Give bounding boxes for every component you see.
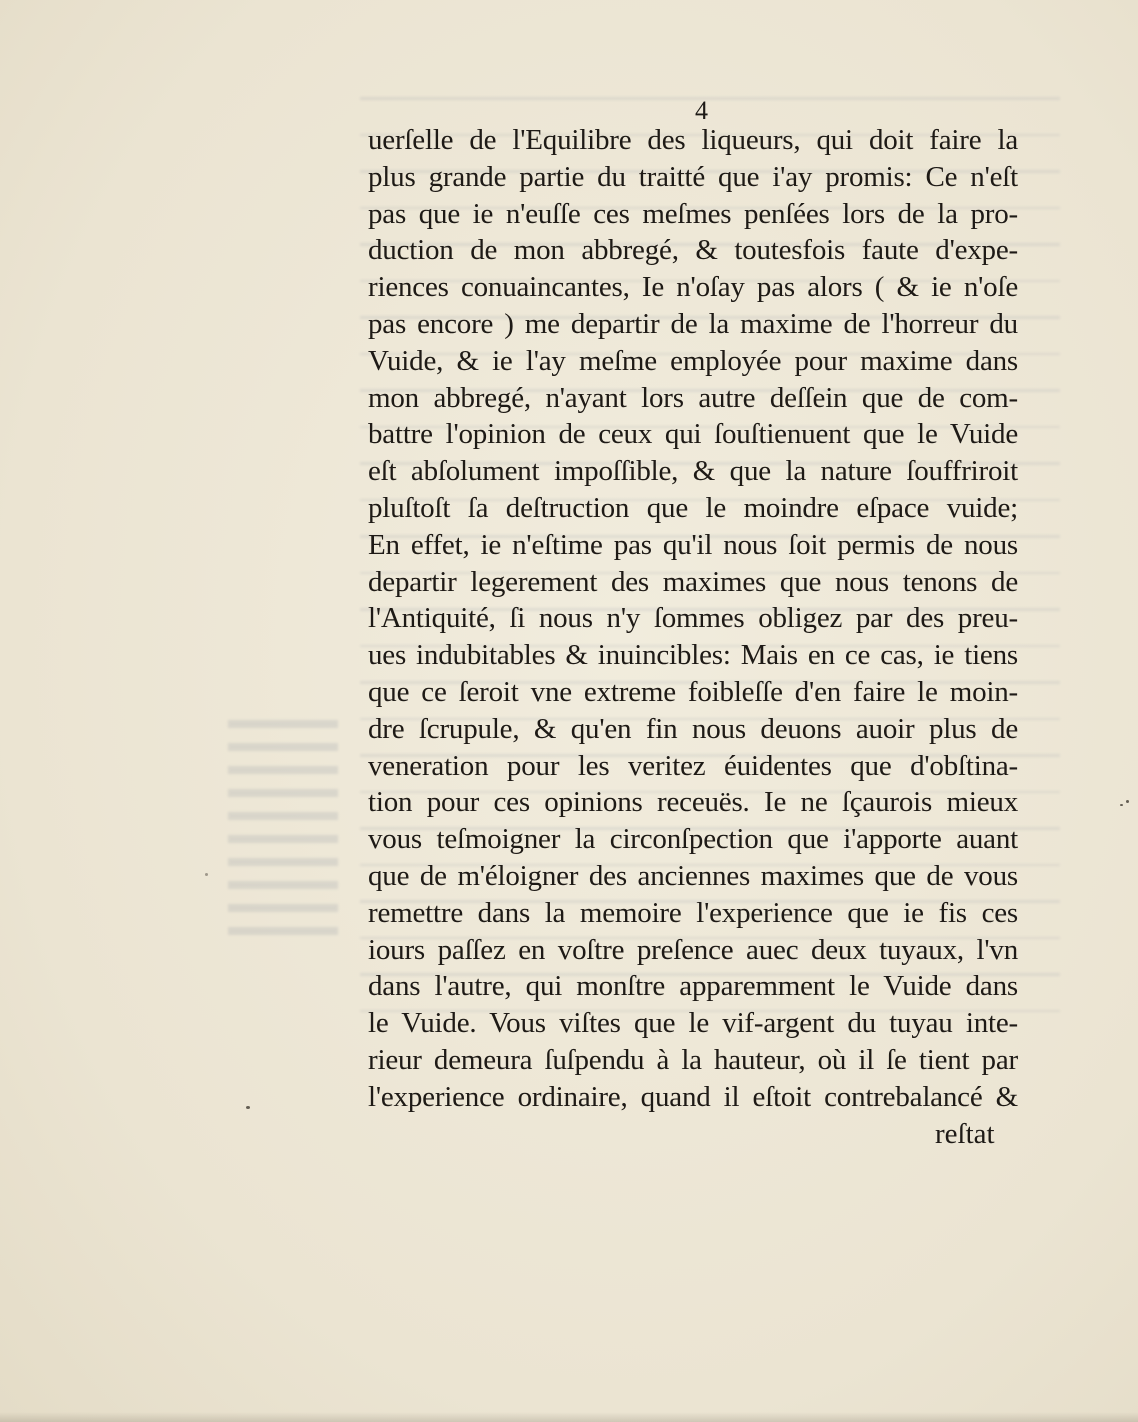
text-line: pas que ie n'euſſe ces meſmes penſées lors de la pro- — [368, 197, 1018, 230]
ink-speck — [1126, 800, 1129, 803]
margin-note-show-through — [228, 720, 338, 960]
text-line: pas encore ) me departir de la maxime de l'horreur du — [368, 307, 1018, 340]
text-line: dans l'autre, qui monſtre apparemment le Vuide dans — [368, 970, 1018, 1003]
text-line: duction de mon abbregé, & toutesfois faute d'expe- — [368, 234, 1018, 267]
text-line: iours paſſez en voſtre preſence auec deux tuyaux, l'vn — [368, 933, 1018, 966]
text-line: mon abbregé, n'ayant lors autre deſſein que de com- — [368, 381, 1018, 414]
page-bottom-edge — [0, 1412, 1138, 1422]
ink-speck — [1120, 804, 1123, 806]
text-line: dre ſcrupule, & qu'en fin nous deuons auoir plus de — [368, 712, 1018, 745]
text-line: l'Antiquité, ſi nous n'y ſommes obligez par des preu- — [368, 602, 1018, 635]
text-line: battre l'opinion de ceux qui ſouſtienuent que le Vuide — [368, 418, 1018, 451]
text-line: uerſelle de l'Equilibre des liqueurs, qui doit faire la — [368, 124, 1018, 156]
text-line: vous teſmoigner la circonſpection que i'apporte auant — [368, 823, 1018, 856]
text-line: ues indubitables & inuincibles: Mais en ce cas, ie tiens — [368, 639, 1018, 672]
ink-speck — [246, 1106, 250, 1109]
text-line: riences conuaincantes, Ie n'oſay pas alors ( & ie n'oſe — [368, 271, 1018, 304]
text-line: l'experience ordinaire, quand il eſtoit contrebalancé & — [368, 1080, 1018, 1113]
text-line: En effet, ie n'eſtime pas qu'il nous ſoit permis de nous — [368, 528, 1018, 561]
text-line: remettre dans la memoire l'experience que ie fis ces — [368, 896, 1018, 929]
text-line: plus grande partie du traitté que i'ay promis: Ce n'eſt — [368, 160, 1018, 193]
text-line: le Vuide. Vous viſtes que le vif-argent du tuyau inte- — [368, 1007, 1018, 1040]
text-line: que de m'éloigner des anciennes maximes que de vous — [368, 859, 1018, 892]
ink-speck — [205, 873, 208, 876]
body-text — [368, 122, 1018, 1116]
text-line: eſt abſolument impoſſible, & que la nature ſouffriroit — [368, 455, 1018, 488]
text-line: tion pour ces opinions receuës. Ie ne ſçaurois mieux — [368, 786, 1018, 819]
page-number: 4 — [695, 96, 708, 125]
text-line: rieur demeura ſuſpendu à la hauteur, où il ſe tient par — [368, 1043, 1018, 1076]
text-line: que ce ſeroit vne extreme foibleſſe d'en faire le moin- — [368, 675, 1018, 708]
catchword: reſtat — [935, 1118, 995, 1150]
text-line: departir legerement des maximes que nous tenons de — [368, 565, 1018, 598]
text-line: Vuide, & ie l'ay meſme employée pour maxime dans — [368, 344, 1018, 377]
text-line: veneration pour les veritez éuidentes que d'obſtina- — [368, 749, 1018, 782]
text-line: pluſtoſt ſa deſtruction que le moindre eſpace vuide; — [368, 491, 1018, 524]
